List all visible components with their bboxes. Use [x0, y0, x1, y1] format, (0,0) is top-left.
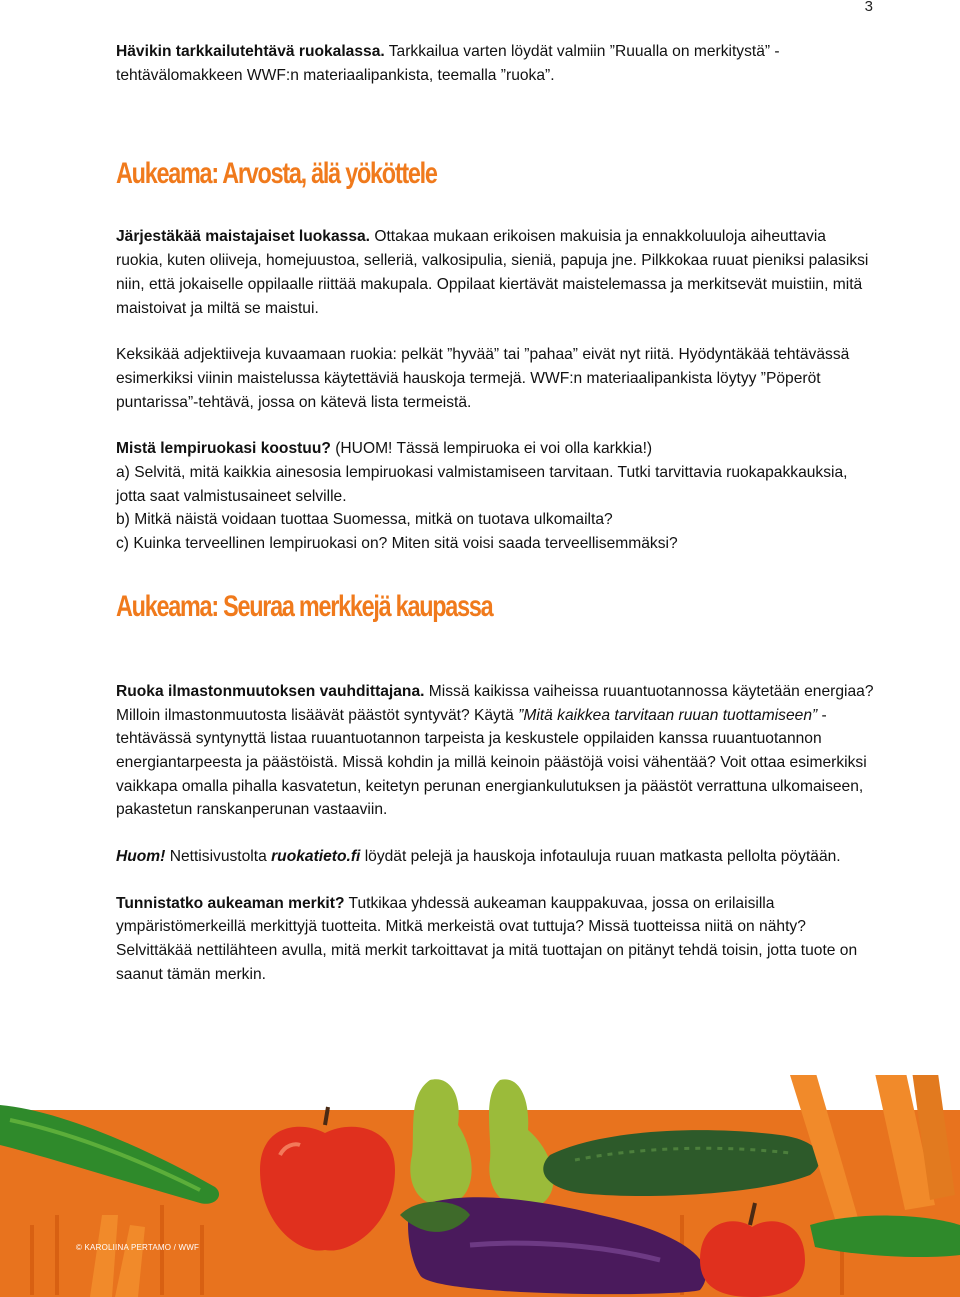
intro-paragraph [116, 40, 876, 87]
tasting-paragraph [116, 225, 876, 320]
favourite-food-question [116, 437, 876, 461]
intro-text: Tarkkailua varten löydät valmiin ”Ruualla on merkitystä” -tehtävälomakkeen WWF:n materiaalipankista, teemalla ”ruoka”. [116, 43, 780, 84]
climate-paragraph [116, 680, 876, 822]
document-body [116, 40, 876, 987]
vegetables-illustration [0, 1075, 960, 1297]
task-item-a: a) Selvitä, mitä kaikkia ainesosia lempiruokasi valmistamiseen tarvitaan. Tutki tarvittavia ruokapakkauksia, jotta saat valmistusaineet selville. [116, 464, 848, 505]
climate-text-a: Missä kaikissa vaiheissa ruuantuotannossa käytetään energiaa? Milloin ilmastonmuutosta lisäävät päästöt syntyvät? Käytä [116, 682, 874, 724]
website-text-b: löydät pelejä ja hauskoja infotauluja ruuan matkasta pellolta pöytään. [360, 848, 841, 866]
favourite-food-lead: Mistä lempiruokasi koostuu? [116, 440, 331, 458]
section-heading-merkit: Aukeama: Seuraa merkkejä kaupassa [116, 589, 493, 623]
intro-lead: Hävikin tarkkailutehtävä ruokalassa. [116, 43, 385, 60]
tasting-text: Ottakaa mukaan erikoisen makuisia ja ennakkoluuloja aiheuttavia ruokia, kuten oliiveja, homejuustoa, selleriä, valkosipulia, sieniä, papuja jne. Pilkkokaa ruuat pieniksi palasiksi niin, että jokaiselle oppilaalle riittää makupala. Oppilaat kiertävät maistelemassa ja merkitsevät muistiin, mitä maistoivat ja miltä se maistui. [116, 228, 869, 317]
section-heading-arvosta: Aukeama: Arvosta, älä yököttele [116, 157, 437, 191]
climate-text-b: -tehtävässä syntynyttä listaa ruuantuotannon tarpeista ja keskustele oppilaiden kanssa ruuantuotannon energiantarpeesta ja päästöistä. Missä kohdin ja millä keinoin päästöjä voisi vähentää? Voit ottaa esimerkiksi vaikkapa omalla pihalla kasvatetun, keitetyn perunan energiankulutuksen ja päästöt verrattuna ulkomaiseen, pakastetun ranskanperunan vastaaviin. [116, 706, 867, 819]
page-number: 3 [864, 0, 873, 15]
climate-task-title: ”Mitä kaikkea tarvitaan ruuan tuottamiseen” [518, 706, 818, 724]
website-link[interactable]: ruokatieto.fi [271, 848, 361, 866]
pear-left [410, 1079, 471, 1205]
labels-lead: Tunnistatko aukeaman merkit? [116, 894, 345, 912]
climate-lead: Ruoka ilmastonmuutoksen vauhdittajana. [116, 682, 425, 700]
tasting-lead: Järjestäkää maistajaiset luokassa. [116, 228, 370, 246]
favourite-food-note: (HUOM! Tässä lempiruoka ei voi olla karkkia!) [330, 440, 653, 458]
adjectives-paragraph: Keksikää adjektiiveja kuvaamaan ruokia: pelkät ”hyvää” tai ”pahaa” eivät nyt riitä. Hyödyntäkää tehtävässä esimerkiksi viinin maistelussa käytettäviä hauskoja termejä. WWF:n materiaalipankista löytyy ”Pöperöt puntarissa”-tehtävä, jossa on kätevä lista termeistä. [116, 346, 850, 411]
labels-paragraph [116, 892, 876, 987]
task-item-c: c) Kuinka terveellinen lempiruokasi on? Miten sitä voisi saada terveellisemmäksi? [116, 535, 678, 553]
note-label: Huom! [116, 848, 166, 866]
website-text-a: Nettisivustolta [165, 848, 272, 866]
illustration-credit: © KAROLIINA PERTAMO / WWF [76, 1243, 200, 1252]
labels-text: Tutkikaa yhdessä aukeaman kauppakuvaa, jossa on erilaisilla ympäristömerkeillä merkittyjä tuotteita. Mitkä merkeistä ovat tuttuja? Missä tuotteissa niitä on nähty? Selvittäkää nettilähteen avulla, mitä merkit tarkoittavat ja mitä tuottajan on pitänyt tehdä toisin, jotta tuote on saanut tämän merkin. [116, 894, 858, 983]
task-item-b: b) Mitkä näistä voidaan tuottaa Suomessa, mitkä on tuotava ulkomailta? [116, 511, 613, 529]
website-tip-paragraph [116, 845, 876, 869]
